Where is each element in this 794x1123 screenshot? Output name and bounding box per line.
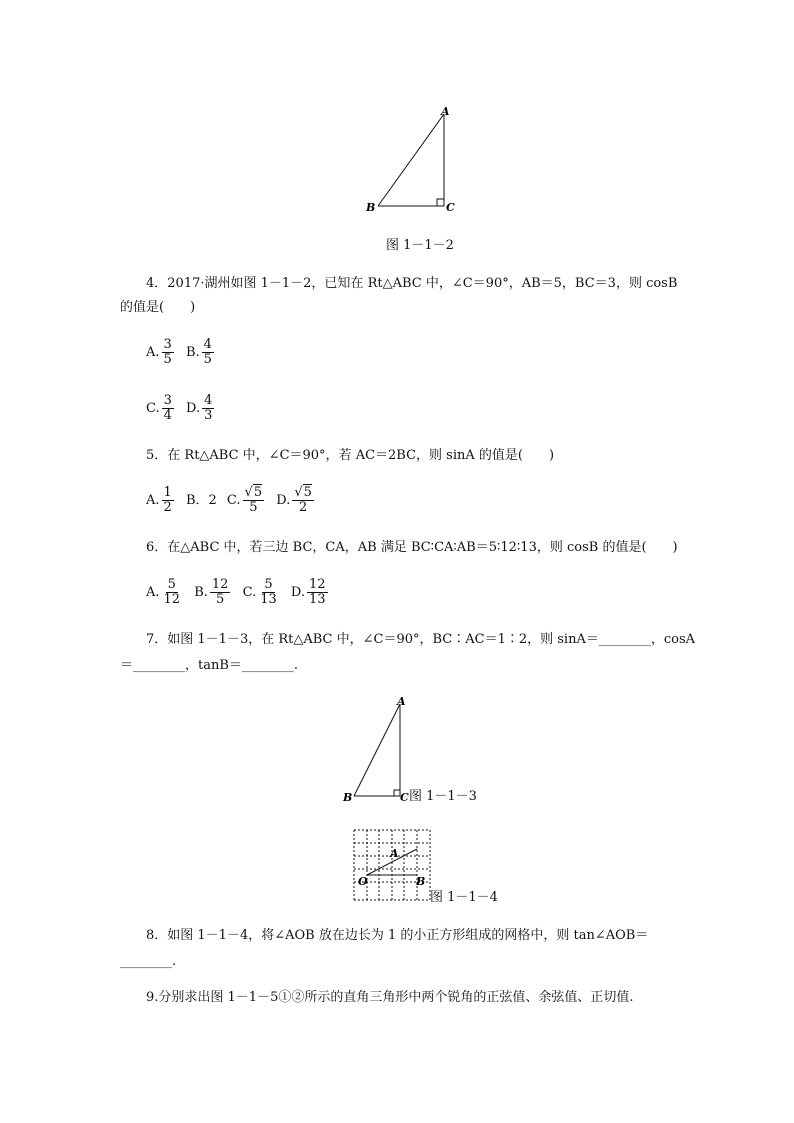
q6-option-c-fraction (258, 578, 279, 607)
numerator: 3 (163, 337, 172, 352)
q4-option-a-label: A. (146, 345, 160, 360)
q6-option-d-label: D. (290, 585, 305, 600)
q5-option-a-fraction (162, 486, 174, 515)
q5-option-b: B．2 (185, 493, 217, 508)
numerator: 1 (163, 485, 172, 500)
numerator (292, 486, 314, 501)
sqrt-sign: √5 (244, 485, 263, 500)
radicand: 5 (303, 485, 312, 500)
q8-stem-line2: ________. (120, 954, 177, 969)
q4-option-c-fraction (162, 394, 174, 423)
q6-option-a-fraction (162, 578, 183, 607)
denominator: 2 (163, 500, 172, 515)
figure-caption: 图 1－1－4 (430, 890, 498, 905)
q5-stem: 5．在 Rt△ABC 中，∠C＝90°，若 AC＝2BC，则 sinA 的值是( ) (146, 448, 555, 463)
q4-stem-line1: 4．2017·湖州如图 1－1－2，已知在 Rt△ABC 中，∠C＝90°，AB＝5，BC＝3，则 cosB (146, 276, 678, 291)
figure-1-1-2 (360, 100, 470, 220)
denominator: 5 (216, 592, 225, 607)
q4-option-a-fraction (162, 338, 174, 367)
q4-option-d-label: D. (186, 401, 201, 416)
q5-option-d-label: D. (276, 493, 291, 508)
sqrt-sign: √5 (294, 485, 312, 500)
figure-caption: 图 1－1－2 (386, 238, 454, 253)
q4-options-row1 (146, 338, 216, 367)
point-o-label: O (358, 875, 368, 888)
vertex-c-label: C (446, 201, 455, 214)
q9-stem: 9.分别求出图 1－1－5①②所示的直角三角形中两个锐角的正弦值、余弦值、正切值. (146, 990, 634, 1005)
q5-option-d-fraction (292, 486, 314, 515)
numerator: 12 (309, 577, 326, 592)
q5-option-c-fraction (243, 486, 265, 515)
denominator: 2 (299, 500, 308, 515)
q4-options-row2 (146, 394, 216, 423)
q7-stem-line1: 7．如图 1－1－3，在 Rt△ABC 中，∠C＝90°，BC∶AC＝1∶2，则 sinA＝________，cosA (146, 632, 696, 647)
q6-option-a-label: A. (146, 585, 160, 600)
q6-stem: 6．在△ABC 中，若三边 BC，CA，AB 满足 BC∶CA∶AB＝5∶12∶13，则 cosB 的值是( ) (146, 540, 678, 555)
vertex-a-label: A (441, 105, 450, 118)
vertex-b-label: B (343, 791, 353, 804)
figure-caption: 图 1－1－3 (409, 789, 477, 804)
vertex-b-label: B (366, 201, 376, 214)
numerator (243, 486, 265, 501)
q4-option-c-label: C. (146, 401, 160, 416)
q4-option-b-label: B. (185, 345, 200, 360)
denominator: 13 (309, 592, 326, 607)
numerator: 12 (211, 577, 229, 592)
q6-option-b-label: B. (194, 585, 208, 600)
q5-option-c-label: C. (226, 493, 241, 508)
numerator: 4 (204, 393, 213, 408)
denominator: 5 (203, 352, 212, 367)
numerator: 4 (203, 337, 212, 352)
vertex-a-label: A (397, 695, 406, 708)
q6-option-b-fraction (210, 578, 231, 607)
denominator: 12 (163, 592, 181, 607)
q6-options-row (146, 578, 330, 607)
q6-option-c-label: C. (242, 585, 257, 600)
q6-option-d-fraction (307, 578, 328, 607)
radicand: 5 (253, 485, 263, 500)
q7-stem-line2: ＝________，tanB＝________. (120, 658, 299, 673)
denominator: 13 (260, 592, 277, 607)
q5-option-a-label: A. (146, 493, 160, 508)
q4-option-b-fraction (202, 338, 214, 367)
numerator: 5 (167, 577, 176, 592)
figure-1-1-3 (338, 690, 418, 806)
denominator: 4 (163, 408, 172, 423)
vertex-c-label: C (400, 791, 409, 804)
point-a-label: A (390, 847, 399, 860)
q8-stem-line1: 8．如图 1－1－4，将∠AOB 放在边长为 1 的小正方形组成的网格中，则 tan∠AOB＝ (146, 928, 649, 943)
point-b-label: B (416, 875, 426, 888)
numerator: 5 (264, 577, 273, 592)
figure-1-1-4 (350, 826, 434, 904)
numerator: 3 (163, 393, 172, 408)
denominator: 5 (163, 352, 172, 367)
denominator: 3 (204, 408, 213, 423)
q5-options-row (146, 486, 316, 515)
q4-stem-line2: 的值是( ) (120, 300, 196, 315)
q4-option-d-fraction (202, 394, 214, 423)
denominator: 5 (249, 500, 258, 515)
